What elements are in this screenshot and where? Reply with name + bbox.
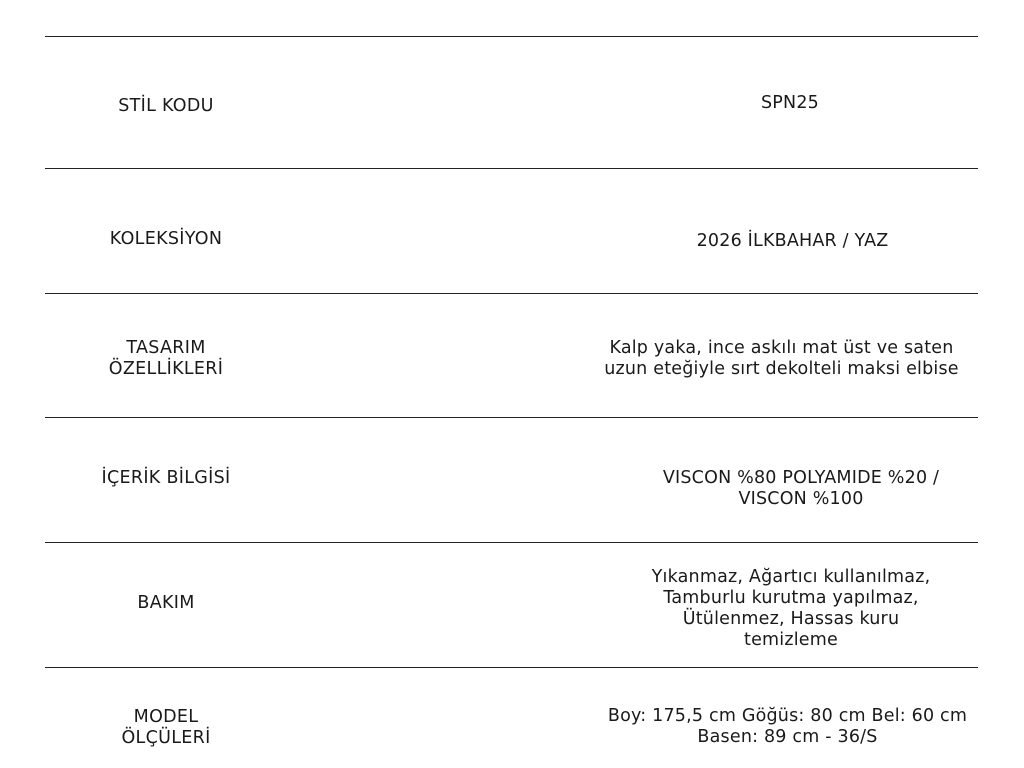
spec-value-model-measurements: Boy: 175,5 cm Göğüs: 80 cm Bel: 60 cm Basen: 89 cm - 36/S [607,706,968,747]
spec-label-style-code: STİL KODU [118,96,214,116]
spec-label-collection: KOLEKSİYON [109,229,223,249]
spec-value-design-features: Kalp yaka, ince askılı mat üst ve saten uzun eteğiyle sırt dekolteli maksi elbise [604,338,959,379]
spec-value-collection: 2026 İLKBAHAR / YAZ [696,231,889,251]
spec-row-model-measurements [45,667,978,767]
spec-row-care [45,542,978,667]
spec-label-model-measurements: MODEL ÖLÇÜLERİ [121,707,211,748]
spec-value-style-code: SPN25 [760,93,820,113]
spec-row-content-info [45,417,978,542]
spec-label-care: BAKIM [137,593,195,613]
spec-row-collection [45,168,978,293]
spec-row-style-code [45,36,978,168]
spec-label-content-info: İÇERİK BİLGİSİ [101,468,231,488]
spec-label-design-features: TASARIM ÖZELLİKLERİ [108,338,224,379]
product-spec-table [45,36,978,767]
spec-value-content-info: VISCON %80 POLYAMIDE %20 / VISCON %100 [662,468,940,509]
spec-row-design-features [45,293,978,417]
spec-value-care: Yıkanmaz, Ağartıcı kullanılmaz, Tamburlu kurutma yapılmaz, Ütülenmez, Hassas kuru temizleme [651,567,931,650]
